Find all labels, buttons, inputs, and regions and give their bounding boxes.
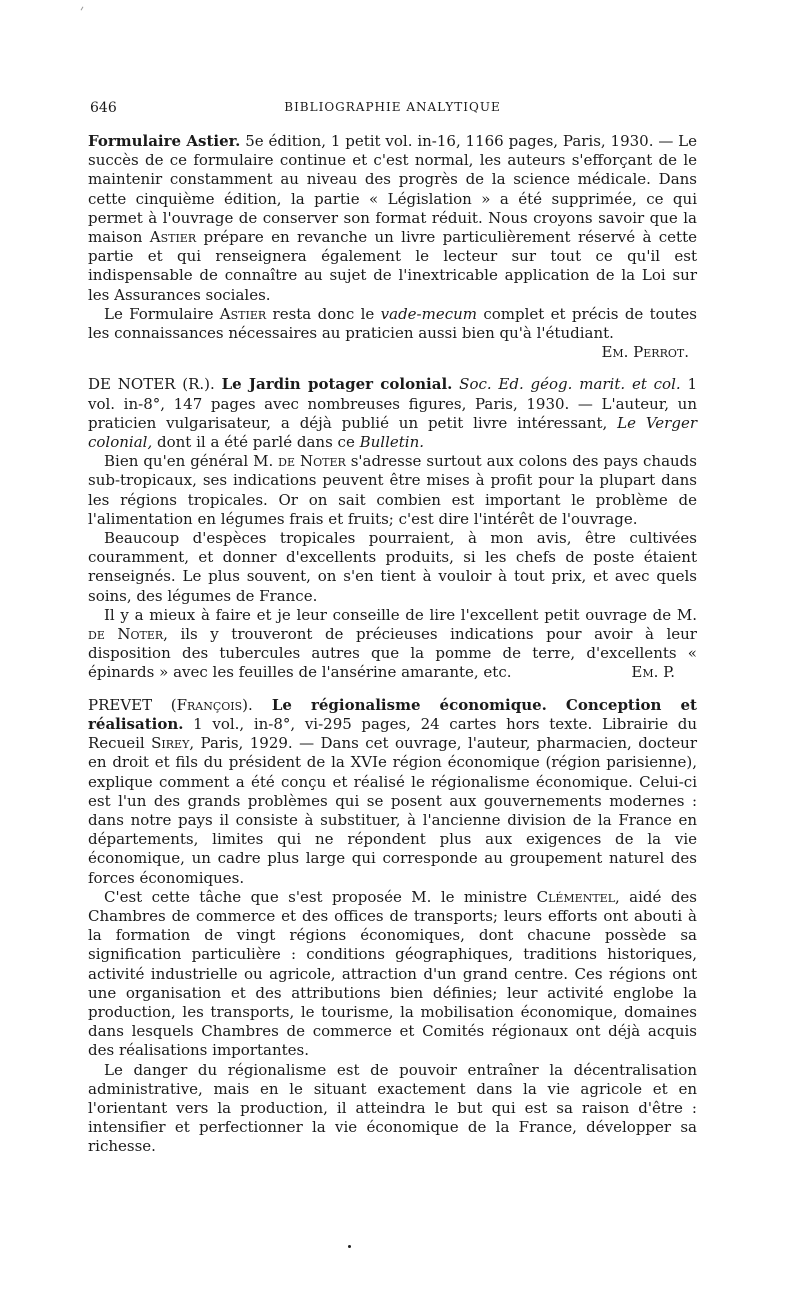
text-body	[88, 132, 697, 1157]
reviewer-signature: Em. Perrot.	[601, 343, 689, 362]
entry-title: Formulaire Astier.	[88, 132, 241, 150]
entry-paragraph: Le Formulaire Astier resta donc le vade-mecum complet et précis de toutes les connaissances nécessaires au praticien aussi bien qu'à l'étudiant.	[88, 304, 697, 343]
review-entry-de-noter	[88, 375, 697, 682]
entry-title: Le Jardin potager colonial.	[221, 375, 453, 394]
entry-paragraph: Il y a mieux à faire et je leur conseille de lire l'excellent petit ouvrage de M. de Noter, ils y trouveront de précieuses indications pour avoir à leur disposition des tubercules autres que la pomme de terre, d'excellents « épinards » avec les feuilles de l'ansérine amarante, etc. Em. P.	[88, 605, 697, 682]
entry-paragraph: PREVET (François). Le régionalisme économique. Conception et réalisation. 1 vol., in-8°, vi-295 pages, 24 cartes hors texte. Librairie du Recueil Sirey, Paris, 1929. — Dans cet ouvrage, l'auteur, pharmacien, docteur en droit et fils du président de la XVIe région économique (région parisienne), explique comment a été conçu et réalisé le régionalisme économique. Celui-ci est l'un des grands problèmes qui se posent aux gouvernements modernes : dans notre pays il consiste à substituer, à l'ancienne division de la France en départements, limites qui ne répondent plus aux exigences de la vie économique, un cadre plus large qui corresponde au groupement naturel des forces économiques.	[88, 695, 697, 887]
entry-author: PREVET	[88, 695, 171, 714]
running-header	[90, 100, 695, 120]
entry-title: Le régionalisme économique. Conception et réalisation.	[88, 695, 697, 733]
page-speck	[348, 1245, 351, 1248]
entry-paragraph: C'est cette tâche que s'est proposée M. le ministre Clémentel, aidé des Chambres de commerce et des offices de transports; leurs efforts ont abouti à la formation de vingt régions économiques, dont chacune possède sa signification particulière : conditions géographiques, traditions historiques, activité industrielle ou agricole, attraction d'un grand centre. Ces régions ont une organisation et des attributions bien définies; leur activité englobe la production, les transports, le tourisme, la mobilisation économique, domaines dans lesquels Chambres de commerce et Comités régionaux ont déjà acquis des réalisations importantes.	[88, 887, 697, 1060]
entry-author: DE NOTER (R.).	[88, 375, 222, 394]
entry-paragraph: Bien qu'en général M. de Noter s'adresse surtout aux colons des pays chauds sub-tropicaux, ses indications peuvent être mises à profit pour la plupart dans les régions tropicales. Or on sait combien est important le problème de l'alimentation en légumes frais et fruits; c'est dire l'intérêt de l'ouvrage.	[88, 452, 697, 528]
entry-paragraph: Formulaire Astier. 5e édition, 1 petit vol. in-16, 1166 pages, Paris, 1930. — Le succès de ce formulaire continue et c'est normal, les auteurs s'efforçant de le maintenir constamment au niveau des progrès de la science médicale. Dans cette cinquième édition, la partie « Législation » a été supprimée, ce qui permet à l'ouvrage de conserver son format réduit. Nous croyons savoir que la maison Astier prépare en revanche un livre particulièrement réservé à cette partie et qui renseignera également le lecteur sur tout ce qu'il est indispensable de connaître au sujet de l'inextricable application de la Loi sur les Assurances sociales.	[88, 132, 697, 304]
reviewer-signature: Em. P.	[631, 663, 675, 682]
running-title: BIBLIOGRAPHIE ANALYTIQUE	[284, 100, 501, 114]
page-number: 646	[90, 100, 117, 116]
author-name: Astier	[149, 228, 197, 247]
review-entry-prevet	[88, 696, 697, 1157]
scan-mark	[81, 7, 84, 11]
entry-paragraph: Beaucoup d'espèces tropicales pourraient, à mon avis, être cultivées couramment, et donner d'excellents produits, si les chefs de poste étaient renseignés. Le plus souvent, on s'en tient à vouloir à tout prix, et avec quels soins, des légumes de France.	[88, 529, 697, 605]
entry-paragraph: Le danger du régionalisme est de pouvoir entraîner la décentralisation administrative, mais en le situant exactement dans la vie agricole et en l'orientant vers la production, il atteindra le but qui est sa raison d'être : intensifier et perfectionner la vie économique de la France, développer sa richesse.	[88, 1060, 697, 1156]
review-entry-astier	[88, 132, 697, 362]
entry-paragraph: DE NOTER (R.). Le Jardin potager colonial. Soc. Ed. géog. marit. et col. 1 vol. in-8°, 147 pages avec nombreuses figures, Paris, 1930. — L'auteur, un praticien vulgarisateur, a déjà publié un petit livre intéressant, Le Verger colonial, dont il a été parlé dans ce Bulletin.	[88, 375, 697, 452]
